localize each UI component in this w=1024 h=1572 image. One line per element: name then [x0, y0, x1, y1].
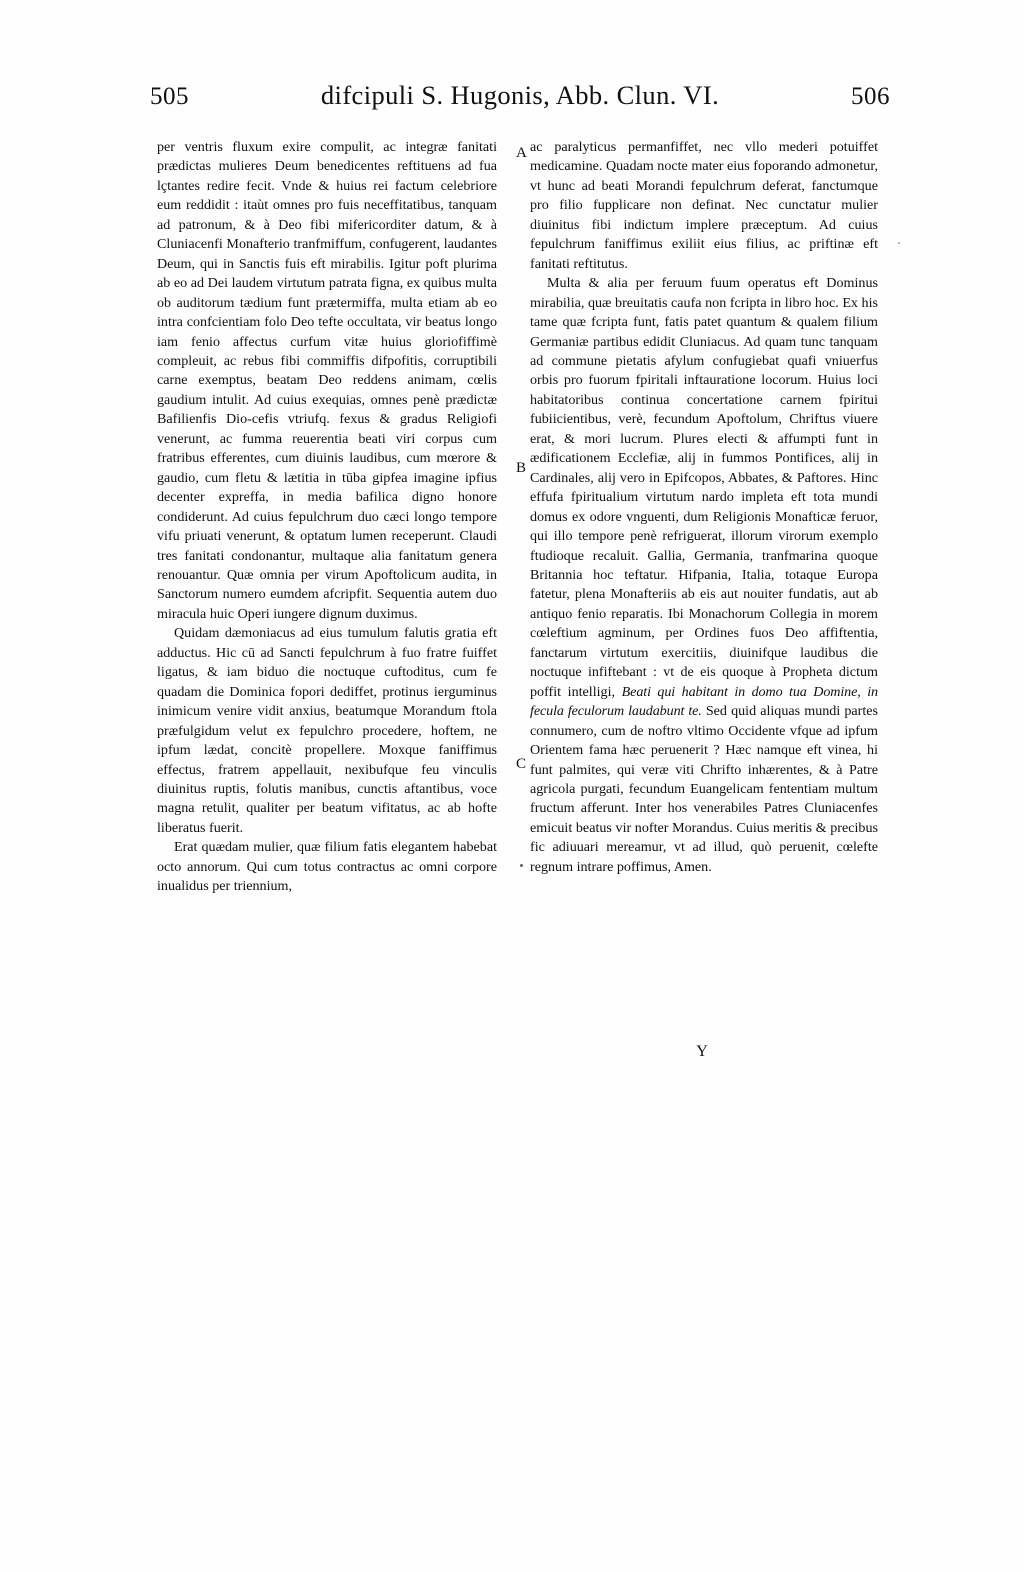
paragraph — [530, 274, 878, 877]
scripture-quotation: Beati qui habitant in domo tua Domine, in fecula feculorum laudabunt te. — [530, 683, 878, 720]
signature-mark-letter: Y — [696, 1043, 708, 1060]
folio-number-right: 506 — [851, 83, 890, 110]
margin-reference-letter-c: C — [516, 756, 527, 772]
running-head — [150, 80, 890, 120]
text-column-right — [530, 138, 878, 877]
paragraph: Quidam dæmoniacus ad eius tumulum falutis gratia eft adductus. Hic cū ad Sancti fepulchrum à fuo fratre fuiffet ligatus, & iam biduo die noctuque cuftoditus, cum fe quadam die Dominica fopori dediffet, protinus ierguminus inimicum venire vidit anxius, beatumque Morandum ftola præfulgidum velut ex fepulchro procedere, hoftem, ne ipfum lædat, concitè propellere. Moxque faniffimus effectus, fratrem appellauit, nexibufque feu vinculis diuinitus ruptis, folutis manibus, cunctis aftantibus, voce magna retulit, qualiter per beatum vifitatus, ac ab hofte liberatus fuerit. — [157, 625, 497, 836]
folio-number-left: 505 — [150, 83, 189, 110]
signature-mark — [0, 1043, 1024, 1061]
margin-reference-letter-a: A — [516, 145, 527, 161]
ink-speck — [898, 242, 900, 244]
paragraph-tail-text: Sed quid aliquas mundi partes connumero, cum de noftro vltimo Occidente vfque ad ipfum Orientem fama hæc peruenerit ? Hæc namque eft vinea, hi funt palmites, qui veræ viti Chrifto inhærentes, & à Patre agricola purgati, fecundum Euangelicam fententiam multum fructum afferunt. Inter hos venerabiles Patres Cluniacenfes emicuit beatus vir nofter Morandus. Cuius meritis & precibus fic adiuuari mereamur, vt ad illud, quò peruenit, cœlefte regnum intrare poffimus, Amen. — [530, 703, 879, 875]
paragraph: Erat quædam mulier, quæ filium fatis elegantem habebat octo annorum. Qui cum totus contractus ac omni corpore inualidus per triennium, — [157, 839, 497, 895]
paragraph-text: Multa & alia per feruum fuum operatus eft Dominus mirabilia, quæ breuitatis caufa non fcripta in libro hoc. Ex his tame quæ fcripta funt, fatis patet quantum & qualem filium Germaniæ partibus edidit Cluniacus. Ad quam tunc tanquam ad commune pietatis afylum confugiebat quafi vniuerfus orbis pro fuorum fpiritali inftauratione locorum. Huius loci habitatoribus continua concertatione carnem fpiritui fubiicientibus, verè, fecundum Apoftolum, Chriftus viuere erat, & mori lucrum. Plures electi & affumpti funt in ædificationem Ecclefiæ, alij in fummos Pontifices, alij in Cardinales, alij vero in Epifcopos, Abbates, & Paftores. Hinc effufa fpiritualium virtutum nardo impleta eft tota mundi domus ex odore vnguenti, dum Religionis Monafticæ feruor, qui illo tempore penè refriguerat, illorum virorum exemplo ftudioque recaluit. Gallia, Germania, tranfmarina quoque Britannia hoc teftatur. Hifpania, Italia, totaque Europa fatetur, plena Monafteriis ab eis aut nouiter fundatis, aut ab antiquo fenio reparatis. Ibi Monachorum Collegia in morem cœleftium agminum, per Ordines fuos Deo affiftentia, fanctarum virtutum exercitiis, diuinifque laudibus die noctuque infiftebant : vt de eis quoque à Propheta dictum poffit intelligi, — [530, 275, 878, 700]
ink-speck — [520, 864, 523, 867]
margin-reference-letter-b: B — [516, 460, 527, 476]
paragraph: per ventris fluxum exire compulit, ac integræ fanitati prædictas mulieres Deum benedicentes reftituens ad fua lçtantes redire fecit. Vnde & huius rei factum celebriore eum reddidit : itaùt omnes pro fuis neceffitatibus, tanquam ad patronum, & à Deo fibi mifericorditer datum, & à Cluniacenfi Monafterio tranfmiffum, confugerent, laudantes Deum, qui in Sanctis fuis eft mirabilis. Igitur poft plurima ab eo ad Dei laudem virtutum patrata figna, ex quibus multa ob auditorum tædium funt prætermiffa, multa etiam ab eo intra confcientiam folo Deo tefte occultata, vir beatus longo iam fenio affectus curfum vitæ huius gloriofiffimè compleuit, ac rebus fibi commiffis difpofitis, corruptibili carne exemptus, beatam Deo reddens animam, cœlis gaudium intulit. Ad cuius exequias, omnes penè prædictæ Bafilienfis Dio-cefis vtriufq. fexus & gradus Religiofi venerunt, ac fumma reuerentia beati viri corpus cum fratribus efferentes, cum diuinis laudibus, cum mœrore & gaudio, cum fletu & lætitia in tūba gipfea imagine ipfius decenter expreffa, in media bafilica digno honore condiderunt. Ad cuius fepulchrum duo cæci longo tempore vifu priuati venerunt, & optatum lumen receperunt. Claudi tres fanitati condonantur, multaque alia fanitatum genera renouantur. Quæ omnia per virum Apoftolicum audita, in Sanctorum numero eumdem afcripfit. Sequentia autem duo miracula huic Operi iungere dignum duximus. — [157, 139, 497, 622]
text-column-left — [157, 138, 497, 897]
paragraph: ac paralyticus permanfiffet, nec vllo mederi potuiffet medicamine. Quadam nocte mater eius foporando admonetur, vt hunc ad beati Morandi fepulchrum deferat, fanctumque pro filio fupplicare non definat. Nec cunctatur mulier diuinitus fibi indictum implere præceptum. Ad cuius fepulchrum faniffimus exiliit eius filius, ac priftinæ eft fanitati reftitutus. — [530, 139, 878, 272]
page-title: difcipuli S. Hugonis, Abb. Clun. VI. — [320, 80, 720, 110]
